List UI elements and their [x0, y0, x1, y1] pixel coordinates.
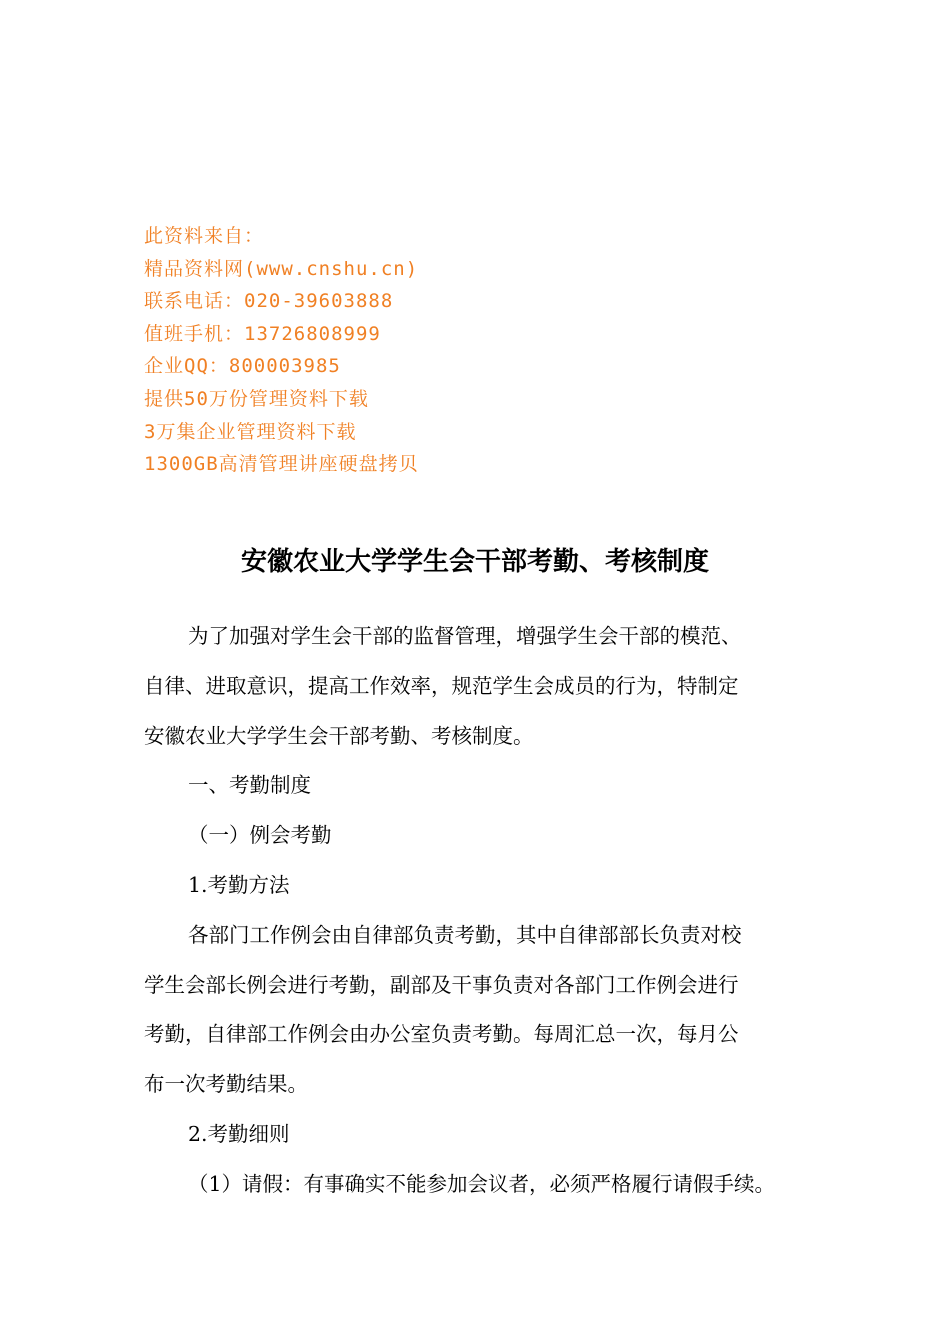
source-offer-line: 1300GB高清管理讲座硬盘拷贝 [144, 453, 419, 476]
paragraph-line: 自律、进取意识，提高工作效率，规范学生会成员的行为，特制定 [144, 673, 739, 698]
paragraph-line: 考勤，自律部工作例会由办公室负责考勤。每周汇总一次，每月公 [144, 1022, 739, 1047]
paragraph-line: 安徽农业大学学生会干部考勤、考核制度。 [144, 723, 534, 748]
source-qq-line: 企业QQ：800003985 [144, 355, 341, 378]
source-line: 此资料来自： [144, 225, 265, 247]
item-heading: 1.考勤方法 [188, 872, 290, 897]
paragraph-line: 各部门工作例会由自律部负责考勤，其中自律部部长负责对校 [188, 922, 742, 947]
source-phone-line: 联系电话：020-39603888 [144, 290, 394, 313]
paragraph-line: 学生会部长例会进行考勤，副部及干事负责对各部门工作例会进行 [144, 972, 739, 997]
section-heading: 一、考勤制度 [188, 773, 311, 798]
source-offer-line: 3万集企业管理资料下载 [144, 420, 357, 443]
source-info-block [144, 220, 419, 481]
source-website-line: 精品资料网(www.cnshu.cn) [144, 257, 419, 280]
item-heading: 2.考勤细则 [188, 1121, 290, 1146]
source-mobile-line: 值班手机：13726808999 [144, 322, 381, 345]
document-title: 安徽农业大学学生会干部考勤、考核制度 [240, 547, 709, 577]
document-body [144, 612, 824, 1210]
paragraph-line: （1）请假：有事确实不能参加会议者，必须严格履行请假手续。 [188, 1171, 776, 1196]
paragraph-line: 为了加强对学生会干部的监督管理，增强学生会干部的模范、 [188, 624, 742, 648]
subsection-heading: （一）例会考勤 [188, 823, 332, 848]
source-offer-line: 提供50万份管理资料下载 [144, 387, 369, 410]
paragraph-line: 布一次考勤结果。 [144, 1072, 308, 1097]
